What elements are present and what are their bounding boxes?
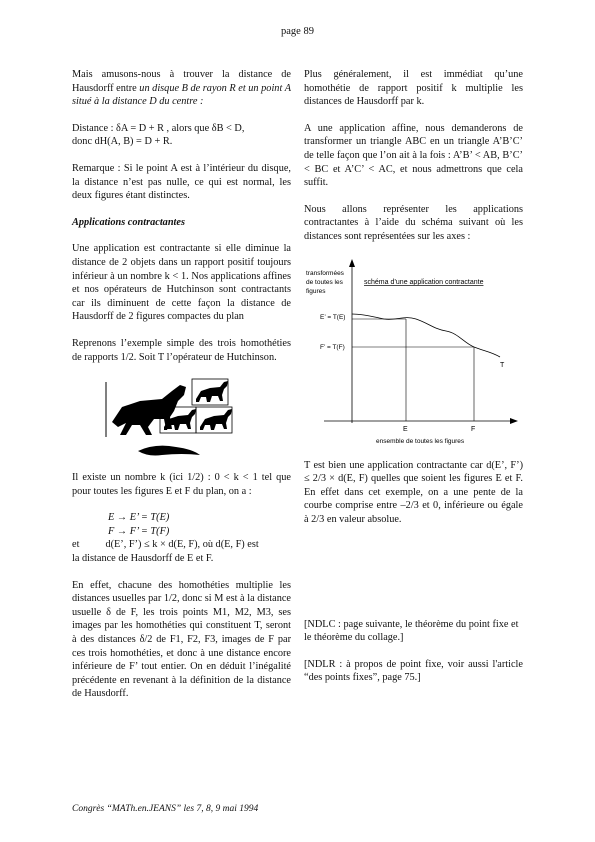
label-f-prime: F’ = T(F) bbox=[320, 343, 345, 351]
right-column bbox=[304, 68, 523, 698]
equation-definition: la distance de Hausdorff de E et F. bbox=[72, 553, 214, 565]
paragraph-remarque: Remarque : Si le point A est à l’intérieur du disque, la distance n’est pas nulle, ce qui est normal, les deux figures étant distinctes. bbox=[72, 162, 291, 202]
y-axis-arrow-icon bbox=[349, 259, 355, 267]
label-e-prime: E’ = T(E) bbox=[320, 313, 346, 321]
y-axis-label-3: figures bbox=[306, 287, 326, 295]
paragraph-distance-formula: Distance : δA = D + R , alors que δB < D, donc dH(A, B) = D + R. bbox=[72, 122, 245, 148]
paragraph-schema-intro: Nous allons représenter les applications contractantes à l’aide du schéma suivant où les distances sont représentées sur les axes : bbox=[304, 203, 523, 242]
equations-block bbox=[72, 511, 291, 565]
y-axis-label-2: de toutes les bbox=[306, 278, 343, 286]
equation-inequality: et d(E’, F’) ≤ k × d(E, F), où d(E, F) est bbox=[72, 539, 259, 551]
curve-t bbox=[352, 314, 500, 357]
contraction-schema bbox=[304, 257, 523, 447]
y-axis-label-1: transformées bbox=[306, 269, 344, 277]
page-number: page 89 bbox=[281, 26, 314, 37]
paragraph-homotheties: Reprenons l’exemple simple des trois homothéties de rapports 1/2. Soit T l’opérateur de Hutchinson. bbox=[72, 337, 291, 363]
tick-label-f: F bbox=[471, 425, 476, 433]
paragraph-t-contractante: T est bien une application contractante car d(E’, F’) ≤ 2/3 × d(E, F) quelles que soient les figures E et F. En effet dans cet exemple, on a une pente de la courbe comprise entre –2/3 et 0, inférieure ou égale à 2/3 en valeur absolue. bbox=[304, 459, 523, 525]
left-column bbox=[72, 68, 291, 714]
equation-f: F → F’ = T(F) bbox=[108, 525, 170, 537]
section-heading: Applications contractantes bbox=[72, 216, 185, 228]
paragraph-application-affine: A une application affine, nous demanderons de transformer un triangle ABC en un triangle A’B’C’ de telle façon que l’on ait à la fois : A’B’ < AB, B’C’ < BC et A’C’ < AC, et nous admettrons que cela suffit. bbox=[304, 122, 523, 189]
tick-label-e: E bbox=[403, 425, 408, 433]
equation-e: E → E’ = T(E) bbox=[108, 512, 170, 524]
horse-fractal-illustration bbox=[100, 377, 260, 459]
paragraph-hausdorff-intro: Mais amusons-nous à trouver la distance de Hausdorff entre un disque B de rayon R et un point A situé à la distance D du centre : bbox=[72, 69, 291, 108]
paragraph-en-effet: En effet, chacune des homothéties multiplie les distances usuelles par 1/2, donc si M est à la distance usuelle δ de F, les trois points M1, M2, M3, ses images par les homothéties qui constituent T, seront à des distances δ/2 de F1, F2, F3, images de F par ces trois homothéties, et donc à une distance encore inférieure de F’ tout entier. On en déduit l’inégalité précédente en revenant à la définition de la distance de Hausdorff. bbox=[72, 579, 291, 700]
curve-label-t: T bbox=[500, 361, 505, 369]
paragraph-definition: Une application est contractante si elle diminue la distance de 2 objets dans un rapport positif toujours inférieur à un nombre k < 1. Nos applications affines et nos opérateurs de Hutchinson sont contractants car ils diminuent de cette façon la distance de Hausdorff de 2 figures compactes du plan bbox=[72, 243, 291, 323]
chart-title: schéma d’une application contractante bbox=[364, 278, 484, 286]
paragraph-generalement: Plus généralement, il est immédiat qu’une homothétie de rapport positif k multiplie les distances de Hausdorff par k. bbox=[304, 69, 523, 108]
footer: Congrès “MATh.en.JEANS” les 7, 8, 9 mai 1994 bbox=[72, 804, 259, 814]
note-ndlr: [NDLR : à propos de point fixe, voir aussi l'article “des points fixes”, page 75.] bbox=[304, 658, 523, 684]
x-axis-arrow-icon bbox=[510, 418, 518, 424]
note-ndlc: [NDLC : page suivante, le théorème du point fixe et le théorème du collage.] bbox=[304, 618, 519, 644]
x-axis-label: ensemble de toutes les figures bbox=[376, 437, 465, 445]
paragraph-existence-k: Il existe un nombre k (ici 1/2) : 0 < k < 1 tel que pour toutes les figures E et F du plan, on a : bbox=[72, 472, 291, 497]
